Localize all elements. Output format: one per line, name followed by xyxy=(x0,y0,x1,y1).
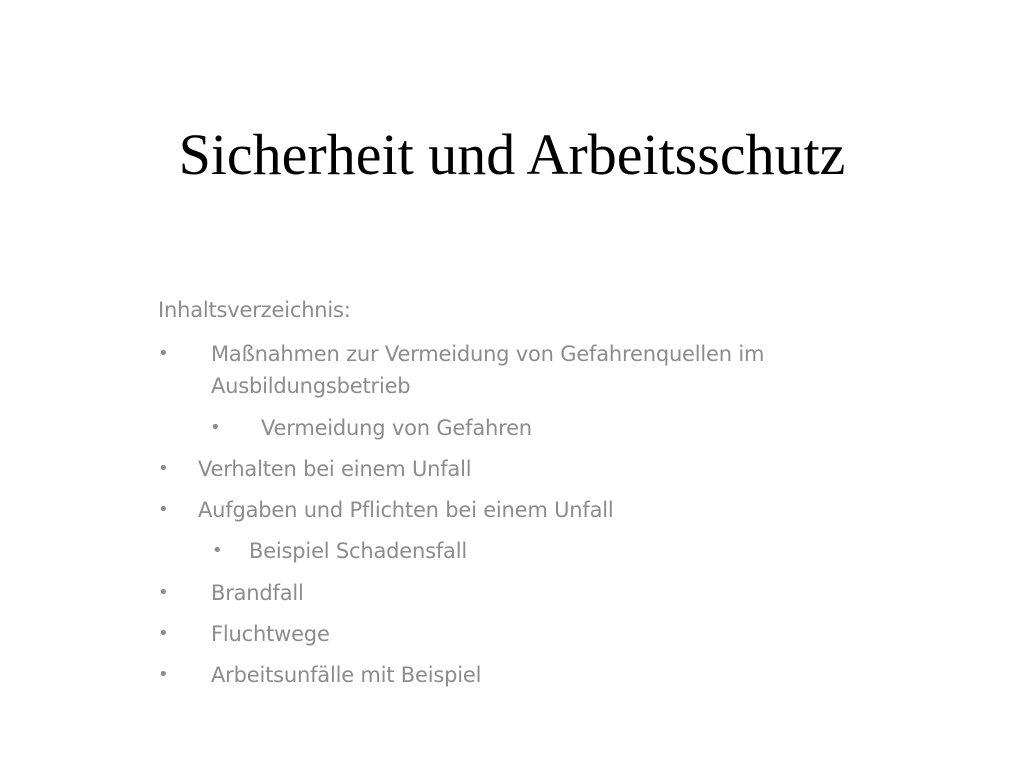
list-item-text: Brandfall xyxy=(211,581,304,605)
bullet-icon: • xyxy=(158,664,169,685)
list-item-text: Fluchtwege xyxy=(211,622,330,646)
bullet-icon: • xyxy=(212,540,223,561)
bullet-icon: • xyxy=(158,499,169,520)
list-item-text: Maßnahmen zur Vermeidung von Gefahrenquellen im Ausbildungsbetrieb xyxy=(211,342,765,398)
list-item-text: Beispiel Schadensfall xyxy=(249,539,467,563)
list-item-text: Aufgaben und Pflichten bei einem Unfall xyxy=(198,498,614,522)
bullet-icon: • xyxy=(158,343,169,364)
list-item-text: Vermeidung von Gefahren xyxy=(261,416,532,440)
slide-title: Sicherheit und Arbeitsschutz xyxy=(178,122,846,187)
list-item-text: Arbeitsunfälle mit Beispiel xyxy=(211,663,482,687)
list-item-text: Verhalten bei einem Unfall xyxy=(198,457,472,481)
bullet-icon: • xyxy=(158,582,169,603)
toc-heading: Inhaltsverzeichnis: xyxy=(158,298,351,322)
bullet-icon: • xyxy=(158,623,169,644)
bullet-icon: • xyxy=(210,417,221,438)
bullet-icon: • xyxy=(158,458,169,479)
